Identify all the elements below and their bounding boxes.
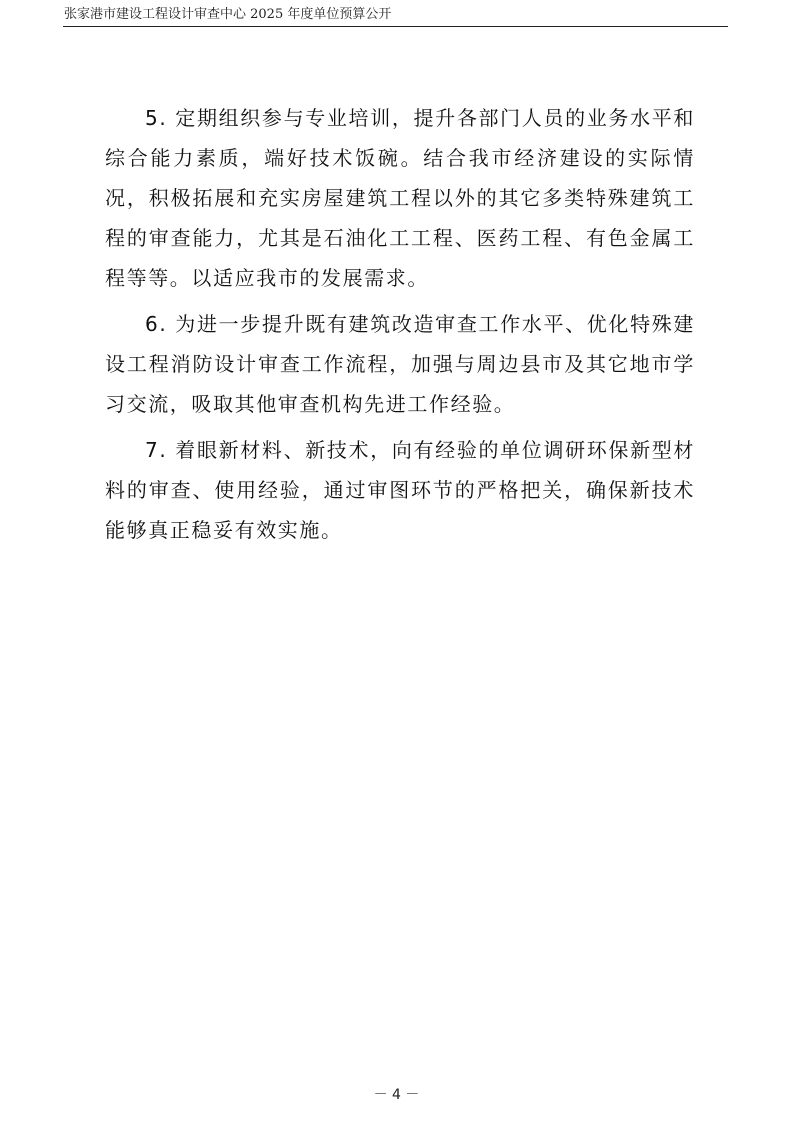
header-divider	[63, 26, 728, 27]
paragraph-item-7: 7. 着眼新材料、新技术，向有经验的单位调研环保新型材料的审查、使用经验，通过审图环节的严格把关，确保新技术能够真正稳妥有效实施。	[105, 438, 695, 542]
paragraph-item-6: 6. 为进一步提升既有建筑改造审查工作水平、优化特殊建设工程消防设计审查工作流程，加强与周边县市及其它地市学习交流，吸取其他审查机构先进工作经验。	[105, 312, 695, 416]
page-number: － 4 －	[373, 1087, 420, 1103]
running-header: 张家港市建设工程设计审查中心 2025 年度单位预算公开	[64, 7, 392, 22]
paragraph-item-5: 5. 定期组织参与专业培训，提升各部门人员的业务水平和综合能力素质，端好技术饭碗。结合我市经济建设的实际情况，积极拓展和充实房屋建筑工程以外的其它多类特殊建筑工程的审查能力，尤其是石油化工工程、医药工程、有色金属工程等等。以适应我市的发展需求。	[105, 106, 695, 290]
body-text	[105, 98, 695, 556]
